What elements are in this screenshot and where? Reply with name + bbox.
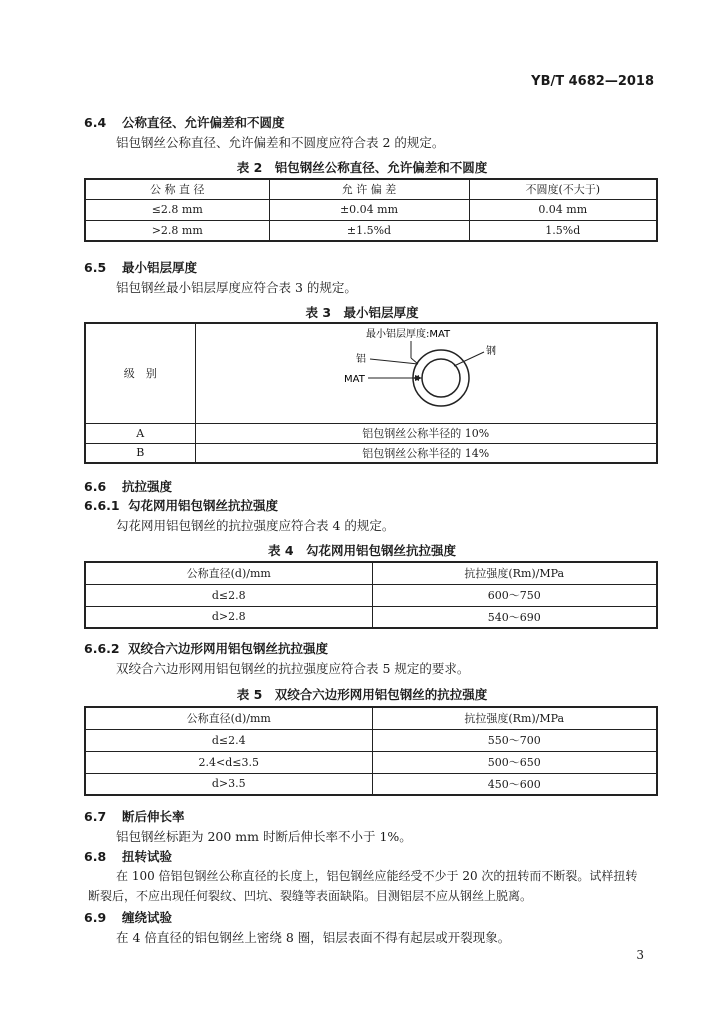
table-cell: 0.04 mm (469, 199, 657, 220)
section-title: 双绞合六边形网用铝包钢丝抗拉强度 (128, 641, 329, 656)
aluminum-leader-line (370, 359, 418, 364)
table-2-caption: 表 2 铝包钢丝公称直径、允许偏差和不圆度 (236, 160, 488, 175)
section-title: 抗拉强度 (122, 479, 173, 494)
table-cell: d>2.8 (85, 606, 372, 628)
section-number: 6.9 (84, 910, 107, 925)
header-cell: 公称直径(d)/mm (85, 562, 372, 584)
table-cell: ±0.04 mm (269, 199, 469, 220)
diagram-label-steel: 钢 (485, 346, 496, 358)
section-6-4-heading (84, 113, 285, 131)
table-header-row (85, 562, 657, 584)
section-number: 6.6.1 (84, 498, 120, 513)
table-cell: d≤2.8 (85, 584, 372, 606)
section-number: 6.7 (84, 809, 107, 824)
steel-leader-line (454, 352, 484, 366)
section-6-8-text-line-2: 断裂后，不应出现任何裂纹、凹坑、裂缝等表面缺陷。目测铝层不应从钢丝上脱离。 (88, 889, 533, 903)
table-cell: 450～600 (372, 773, 657, 795)
section-6-5-text: 铝包钢丝最小铝层厚度应符合表 3 的规定。 (116, 280, 357, 295)
section-6-6-1-heading (84, 496, 278, 514)
section-number: 6.4 (84, 115, 107, 130)
table-cell: 铝包钢丝公称半径的 14% (195, 443, 657, 463)
table-row (85, 199, 657, 220)
page-number: 3 (636, 948, 644, 962)
header-cell: 抗拉强度(Rm)/MPa (372, 562, 657, 584)
section-6-8-text-line-1: 在 100 倍铝包钢丝公称直径的长度上，铝包钢丝应能经受不少于 20 次的扭转而不断裂。试样扭转 (116, 869, 638, 883)
header-cell: 抗拉强度(Rm)/MPa (372, 707, 657, 729)
table-cell: A (85, 423, 195, 443)
table-4-caption: 表 4 勾花网用铝包钢丝抗拉强度 (267, 543, 457, 558)
section-title: 扭转试验 (122, 849, 173, 864)
table-row (85, 773, 657, 795)
section-6-9-heading (84, 908, 172, 926)
section-title: 缠绕试验 (122, 910, 173, 925)
table-row (85, 584, 657, 606)
table-cell: d≤2.4 (85, 729, 372, 751)
header-cell: 公称直径(d)/mm (85, 707, 372, 729)
table-cell: 2.4<d≤3.5 (85, 751, 372, 773)
header-cell: 不圆度(不大于) (469, 179, 657, 199)
inner-steel-circle (422, 359, 460, 397)
diagram-label-mat: MAT (343, 374, 365, 386)
section-6-8-heading (84, 847, 172, 865)
table-5 (84, 706, 658, 796)
table-cell: d>3.5 (85, 773, 372, 795)
section-title: 勾花网用铝包钢丝抗拉强度 (128, 498, 279, 513)
section-title: 公称直径、允许偏差和不圆度 (122, 115, 285, 130)
diagram-label-min-thickness: 最小铝层厚度:MAT (365, 329, 450, 341)
table-cell: 600～750 (372, 584, 657, 606)
table-row (85, 220, 657, 241)
table-header-row (85, 179, 657, 199)
section-6-6-2-text: 双绞合六边形网用铝包钢丝的抗拉强度应符合表 5 规定的要求。 (116, 661, 470, 676)
header-cell: 允 许 偏 差 (269, 179, 469, 199)
table-cell: 1.5%d (469, 220, 657, 241)
table-row (85, 606, 657, 628)
section-number: 6.6.2 (84, 641, 120, 656)
table-5-caption: 表 5 双绞合六边形网用铝包钢丝的抗拉强度 (236, 687, 488, 702)
section-number: 6.8 (84, 849, 107, 864)
section-6-6-1-text: 勾花网用铝包钢丝的抗拉强度应符合表 4 的规定。 (116, 518, 395, 533)
table-cell: 550～700 (372, 729, 657, 751)
table-cell: 铝包钢丝公称半径的 10% (195, 423, 657, 443)
table-header-row (85, 323, 657, 423)
section-6-6-2-heading (84, 639, 328, 657)
table-cell: 540～690 (372, 606, 657, 628)
table-row (85, 443, 657, 463)
section-6-7-heading (84, 807, 185, 825)
section-number: 6.5 (84, 260, 107, 275)
table-3 (84, 322, 658, 464)
header-cell: 级 别 (85, 323, 195, 423)
section-6-5-heading (84, 258, 197, 276)
header-cell: 公 称 直 径 (85, 179, 269, 199)
document-code-header: YB/T 4682—2018 (531, 74, 654, 89)
section-title: 断后伸长率 (122, 809, 185, 824)
table-row (85, 423, 657, 443)
table-row (85, 751, 657, 773)
mat-diagram-cell (195, 323, 657, 423)
section-6-9-text: 在 4 倍直径的铝包钢丝上密绕 8 圈，铝层表面不得有起层或开裂现象。 (116, 930, 511, 945)
table-cell: ≤2.8 mm (85, 199, 269, 220)
section-title: 最小铝层厚度 (122, 260, 198, 275)
table-2 (84, 178, 658, 242)
aluminum-layer-diagram (326, 324, 526, 422)
section-6-7-text: 铝包钢丝标距为 200 mm 时断后伸长率不小于 1%。 (116, 829, 412, 844)
table-cell: >2.8 mm (85, 220, 269, 241)
section-number: 6.6 (84, 479, 107, 494)
table-cell: 500～650 (372, 751, 657, 773)
table-4 (84, 561, 658, 629)
diagram-label-aluminum: 铝 (355, 354, 366, 366)
section-6-6-heading (84, 477, 172, 495)
section-6-4-text: 铝包钢丝公称直径、允许偏差和不圆度应符合表 2 的规定。 (116, 135, 445, 150)
table-cell: ±1.5%d (269, 220, 469, 241)
table-3-caption: 表 3 最小铝层厚度 (305, 305, 419, 320)
table-cell: B (85, 443, 195, 463)
table-row (85, 729, 657, 751)
table-header-row (85, 707, 657, 729)
